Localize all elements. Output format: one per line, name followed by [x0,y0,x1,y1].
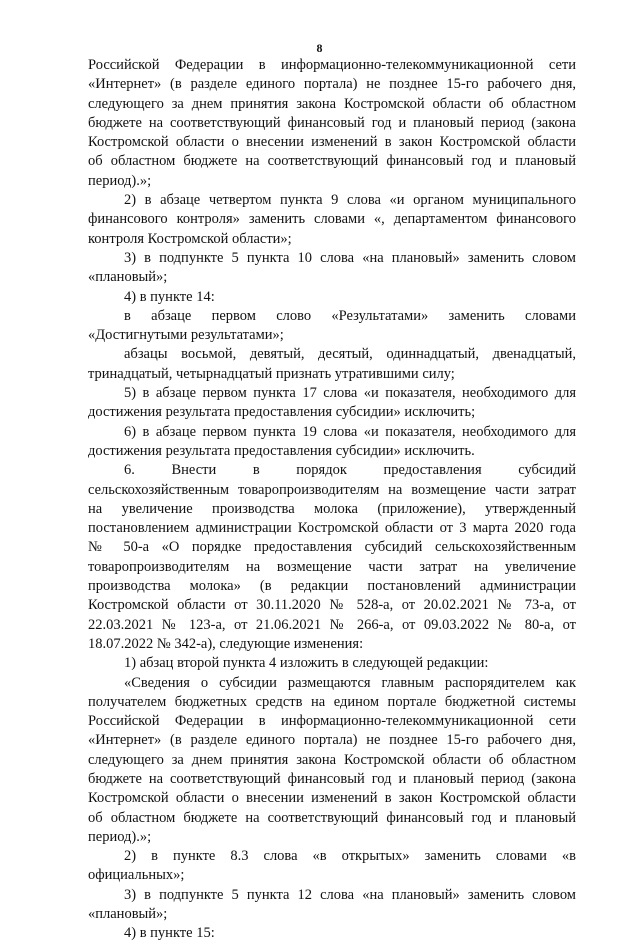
text-line: 1) абзац второй пункта 4 изложить в следующей редакции: [124,655,489,672]
text-line: Костромской области о внесении изменений в закон Костромской области [88,790,576,807]
text-line: 6. Внести в порядок предоставления субсидий [124,462,576,479]
text-line: следующего за днем принятия закона Костромской области об областном [88,751,576,768]
text-line: получателем бюджетных средств на едином портале бюджетной системы [88,693,576,710]
text-line: «плановый»; [88,906,168,923]
text-line: официальных»; [88,867,185,884]
text-line: «Сведения о субсидии размещаются главным распорядителем как [124,674,576,691]
text-line: «Достигнутыми результатами»; [88,327,284,344]
text-line: постановлением администрации Костромской области от 3 марта 2020 года [88,520,576,537]
text-line: № 50-а «О порядке предоставления субсидий сельскохозяйственным [88,539,576,556]
text-line: 4) в пункте 14: [124,288,215,305]
text-line: 2) в пункте 8.3 слова «в открытых» заменить словами «в [124,848,576,865]
text-line: 4) в пункте 15: [124,925,215,942]
text-line: 5) в абзаце первом пункта 17 слова «и показателя, необходимого для [124,385,576,402]
document-body [88,56,576,944]
text-line: в абзаце первом слово «Результатами» заменить словами [124,307,576,324]
text-line: товаропроизводителям на возмещение части затрат на увеличение [88,558,576,575]
text-line: Российской Федерации в информационно-телекоммуникационной сети [88,713,576,730]
text-line: Российской Федерации в информационно-телекоммуникационной сети [88,57,576,73]
text-line: «плановый»; [88,269,168,286]
text-line: контроля Костромской области»; [88,230,292,247]
text-line: 2) в абзаце четвертом пункта 9 слова «и органом муниципального [124,192,576,209]
text-line: финансового контроля» заменить словами «, департаментом финансового [88,211,576,228]
text-line: тринадцатый, четырнадцатый признать утратившими силу; [88,365,455,382]
text-line: Костромской области от 30.11.2020 № 528-а, от 20.02.2021 № 73-а, от [88,597,576,614]
text-line: достижения результата предоставления субсидии» исключить; [88,404,476,421]
text-line: бюджете на соответствующий финансовый год и плановый период (закона [88,114,576,131]
text-line: 22.03.2021 № 123-а, от 21.06.2021 № 266-а, от 09.03.2022 № 80-а, от [88,616,576,633]
text-line: 18.07.2022 № 342-а), следующие изменения: [88,635,364,652]
text-line: период).»; [88,828,152,845]
text-line: достижения результата предоставления субсидии» исключить. [88,442,475,459]
text-line: 3) в подпункте 5 пункта 12 слова «на плановый» заменить словом [124,886,576,903]
text-line: период).»; [88,172,152,189]
page-number: 8 [316,41,323,55]
text-line: на увеличение производства молока (приложение), утвержденный [88,500,576,517]
text-line: об областном бюджете на соответствующий финансовый год и плановый [88,153,576,170]
text-line: производства молока» (в редакции постановлений администрации [88,578,576,595]
text-line: абзацы восьмой, девятый, десятый, одиннадцатый, двенадцатый, [124,346,576,363]
text-line: «Интернет» (в разделе единого портала) не позднее 15-го рабочего дня, [88,76,576,93]
text-line: бюджете на соответствующий финансовый год и плановый период (закона [88,770,576,787]
text-line: об областном бюджете на соответствующий финансовый год и плановый [88,809,576,826]
text-line: следующего за днем принятия закона Костромской области об областном [88,95,576,112]
text-line: 6) в абзаце первом пункта 19 слова «и показателя, необходимого для [124,423,576,440]
text-line: Костромской области о внесении изменений в закон Костромской области [88,134,576,151]
text-line: 3) в подпункте 5 пункта 10 слова «на плановый» заменить словом [124,249,576,266]
text-line: «Интернет» (в разделе единого портала) не позднее 15-го рабочего дня, [88,732,576,749]
text-line: сельскохозяйственным товаропроизводителям на возмещение части затрат [88,481,576,498]
